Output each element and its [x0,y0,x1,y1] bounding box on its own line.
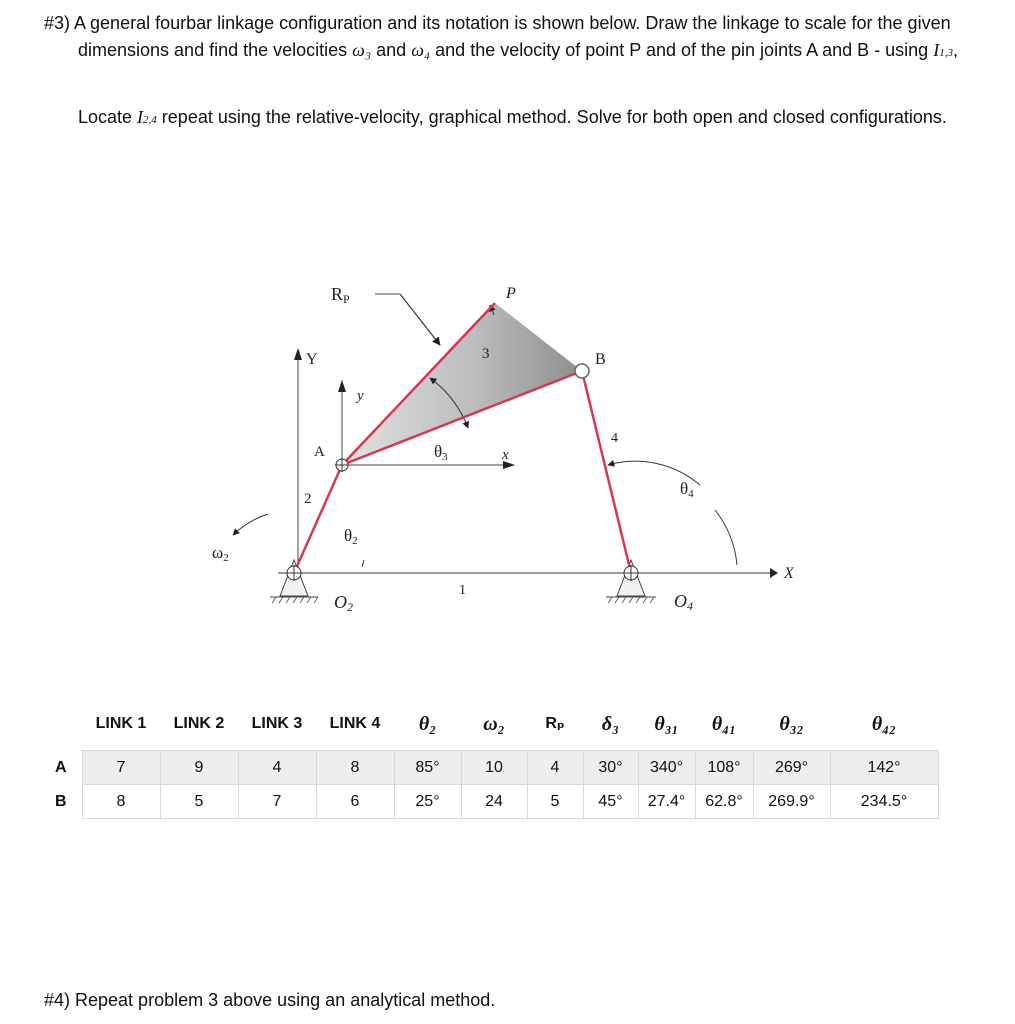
column-header: LINK 4 [329,715,381,732]
y-axis-label: Y [306,351,318,368]
table-cell: 9 [160,751,238,785]
table-cell: 142° [830,751,938,785]
table-cell: 8 [82,785,160,819]
omega2-arrow [233,514,268,535]
table-cell: 62.8° [695,785,753,819]
problem-4-text: #4) Repeat problem 3 above using an analytical method. [44,990,496,1010]
rp-label: RP [331,284,350,306]
column-header: LINK 1 [95,715,147,732]
table-cell: 24 [461,785,527,819]
table-cell: 27.4° [638,785,695,819]
problem-3-line1: #3) A general fourbar linkage configuration and its notation is shown below. Draw the linkage to scale for [44,13,873,33]
i24-symbol: I [137,107,144,127]
x-axis-arrowhead [770,568,778,578]
table-cell: 85° [394,751,461,785]
column-header: ω₂ [483,713,505,735]
column-header: θ₂ [418,713,437,735]
problem-3-text: #3) A general fourbar linkage configuration and its notation is shown below. Draw the linkage to scale for the given dimensions and find the velocities ω₃ and ω₄ and the velocity of point P and of the pin joints A and B - using I1,3, [44,13,958,60]
rp-arrow [400,294,440,345]
link-2-label: 2 [304,491,312,507]
a-label: A [314,444,325,460]
theta4-label: θ4 [680,479,694,500]
omega2-label: ω2 [212,543,229,564]
table-cell: 7 [82,751,160,785]
link-1-label: 1 [459,583,466,598]
table-cell: 5 [160,785,238,819]
column-header: θ₄₁ [711,713,737,735]
row-label: B [40,785,82,819]
theta4-arc [715,510,737,565]
theta3-label: θ3 [434,442,448,463]
table-cell: 269.9° [753,785,830,819]
column-header: θ₄₂ [871,713,897,735]
column-header: LINK 3 [251,715,303,732]
i13-symbol: I [933,39,940,60]
link-4-label: 4 [611,431,618,446]
table-row [40,751,938,785]
link-4 [582,371,631,573]
column-header: θ₃₂ [779,713,804,735]
problem-3-instructions: Locate I2,4 repeat using the relative-velocity, graphical method. Solve for both open and closed configurations. [78,107,947,127]
table-cell: 234.5° [830,785,938,819]
y-axis-arrowhead [294,348,302,360]
link-2 [294,465,342,573]
table-cell: 108° [695,751,753,785]
o4-label: O4 [674,591,693,613]
pin-b [575,364,589,378]
column-header: LINK 2 [173,715,225,732]
theta2-label: θ2 [344,526,358,547]
table-cell: 45° [583,785,638,819]
table-cell: 4 [527,751,583,785]
theta2-arc [362,560,364,567]
p-label: P [506,285,516,302]
column-header: Rₚ [545,715,565,732]
table-cell: 10 [461,751,527,785]
column-header: θ₃₁ [654,713,679,735]
local-y-label: y [357,388,364,404]
row-label: A [40,751,82,785]
table-cell: 7 [238,785,316,819]
local-x-label: x [502,447,509,463]
x-axis-label: X [784,565,794,582]
b-label: B [595,351,606,368]
table-row [40,785,938,819]
omega3-symbol: ω₃ [352,39,372,60]
table-cell: 5 [527,785,583,819]
table-cell: 6 [316,785,394,819]
column-header: δ₃ [601,713,620,735]
table-header-row [40,698,938,751]
table-cell: 30° [583,751,638,785]
dimensions-table [40,698,939,819]
table-cell: 340° [638,751,695,785]
link-3-label: 3 [482,346,490,362]
table-cell: 269° [753,751,830,785]
omega4-symbol: ω₄ [411,39,431,60]
table-cell: 8 [316,751,394,785]
table-cell: 4 [238,751,316,785]
table-cell: 25° [394,785,461,819]
o2-label: O2 [334,592,353,614]
